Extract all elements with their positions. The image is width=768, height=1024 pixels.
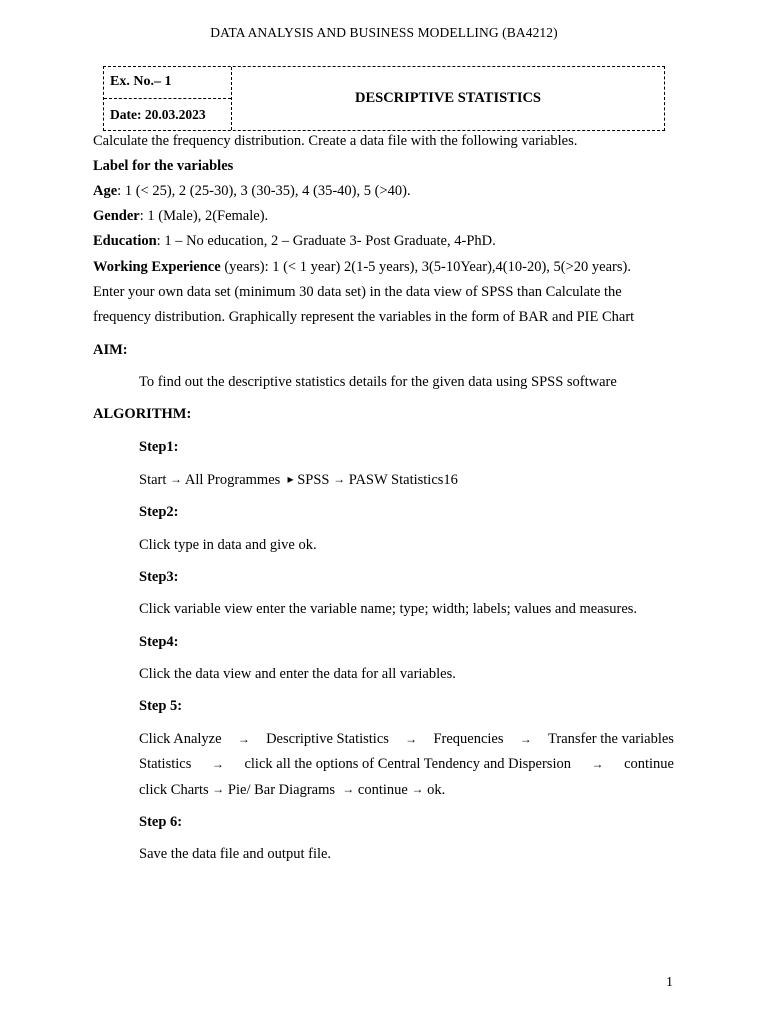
step5-row-1 bbox=[139, 730, 674, 748]
exercise-number: Ex. No.– 1 bbox=[104, 67, 231, 99]
aim-text: To find out the descriptive statistics details for the given data using SPSS software bbox=[139, 374, 617, 390]
right-arrow-icon: → bbox=[342, 782, 355, 796]
gender-label: Gender bbox=[93, 208, 140, 224]
experience-label: Working Experience bbox=[93, 259, 221, 275]
exercise-title: DESCRIPTIVE STATISTICS bbox=[354, 90, 541, 106]
gender-values: : 1 (Male), 2(Female). bbox=[139, 208, 269, 224]
experience-values: (years): 1 (< 1 year) 2(1-5 years), 3(5-10Year),4(10-20), 5(>20 years). bbox=[220, 259, 631, 275]
right-arrow-icon: → bbox=[212, 782, 225, 796]
exercise-meta-column bbox=[104, 67, 232, 130]
step2-heading: Step2: bbox=[139, 504, 179, 520]
education-label: Education bbox=[93, 233, 157, 249]
right-arrow-icon: → bbox=[405, 732, 418, 746]
right-arrow-icon: ▸ bbox=[287, 472, 294, 486]
step5-part: Transfer the variables bbox=[548, 731, 674, 747]
right-arrow-icon: → bbox=[237, 732, 250, 746]
step3-heading: Step3: bbox=[139, 569, 179, 585]
education-variable-line bbox=[93, 232, 683, 250]
right-arrow-icon: → bbox=[170, 472, 183, 486]
age-variable-line bbox=[93, 182, 683, 200]
step5-part: click all the options of Central Tendency and Dispersion bbox=[244, 756, 571, 772]
step5-part: Frequencies bbox=[433, 731, 504, 747]
instructions-paragraph-line-1: Enter your own data set (minimum 30 data set) in the data view of SPSS than Calculate the bbox=[93, 284, 622, 300]
step1-part: SPSS bbox=[297, 472, 330, 488]
step5-part: Descriptive Statistics bbox=[266, 731, 389, 747]
instructions-paragraph-line-2: frequency distribution. Graphically represent the variables in the form of BAR and PIE Chart bbox=[93, 309, 635, 325]
step2-text: Click type in data and give ok. bbox=[139, 537, 317, 553]
education-values: : 1 – No education, 2 – Graduate 3- Post Graduate, 4-PhD. bbox=[156, 233, 496, 249]
right-arrow-icon: → bbox=[591, 757, 604, 771]
step5-part: Statistics bbox=[139, 756, 192, 772]
step5-part: continue bbox=[624, 756, 674, 772]
exercise-date: Date: 20.03.2023 bbox=[110, 107, 206, 122]
step6-heading: Step 6: bbox=[139, 814, 183, 830]
step1-part: Start bbox=[139, 472, 167, 488]
step5-heading: Step 5: bbox=[139, 698, 183, 714]
step5-part: Click Analyze bbox=[139, 731, 222, 747]
page-header: DATA ANALYSIS AND BUSINESS MODELLING (BA4212) bbox=[210, 25, 558, 40]
age-label: Age bbox=[93, 183, 118, 199]
page-number: 1 bbox=[666, 975, 673, 990]
aim-heading: AIM: bbox=[93, 342, 128, 358]
step4-heading: Step4: bbox=[139, 634, 179, 650]
step5-part: continue bbox=[357, 782, 408, 798]
step5-part: Pie/ Bar Diagrams bbox=[227, 782, 336, 798]
right-arrow-icon: → bbox=[411, 782, 424, 796]
right-arrow-icon: → bbox=[211, 757, 224, 771]
right-arrow-icon: → bbox=[333, 472, 346, 486]
step3-text: Click variable view enter the variable name; type; width; labels; values and measures. bbox=[139, 601, 638, 617]
gender-variable-line bbox=[93, 207, 683, 225]
step6-text: Save the data file and output file. bbox=[139, 846, 332, 862]
step4-text: Click the data view and enter the data for all variables. bbox=[139, 666, 456, 682]
age-values: : 1 (< 25), 2 (25-30), 3 (30-35), 4 (35-40), 5 (>40). bbox=[117, 183, 411, 199]
label-heading: Label for the variables bbox=[93, 158, 234, 174]
step5-part: ok. bbox=[427, 782, 446, 798]
experience-variable-line bbox=[93, 258, 683, 276]
exercise-box bbox=[103, 66, 665, 131]
right-arrow-icon: → bbox=[519, 732, 532, 746]
step5-row-2 bbox=[139, 755, 674, 773]
step5-part: click Charts bbox=[139, 782, 209, 798]
step1-heading: Step1: bbox=[139, 439, 179, 455]
intro-line: Calculate the frequency distribution. Create a data file with the following variables. bbox=[93, 133, 578, 149]
step1-text bbox=[139, 470, 674, 489]
step1-part: PASW Statistics16 bbox=[348, 472, 458, 488]
step5-row-3 bbox=[139, 780, 674, 799]
algorithm-heading: ALGORITHM: bbox=[93, 406, 192, 422]
step1-part: All Programmes bbox=[184, 472, 281, 488]
